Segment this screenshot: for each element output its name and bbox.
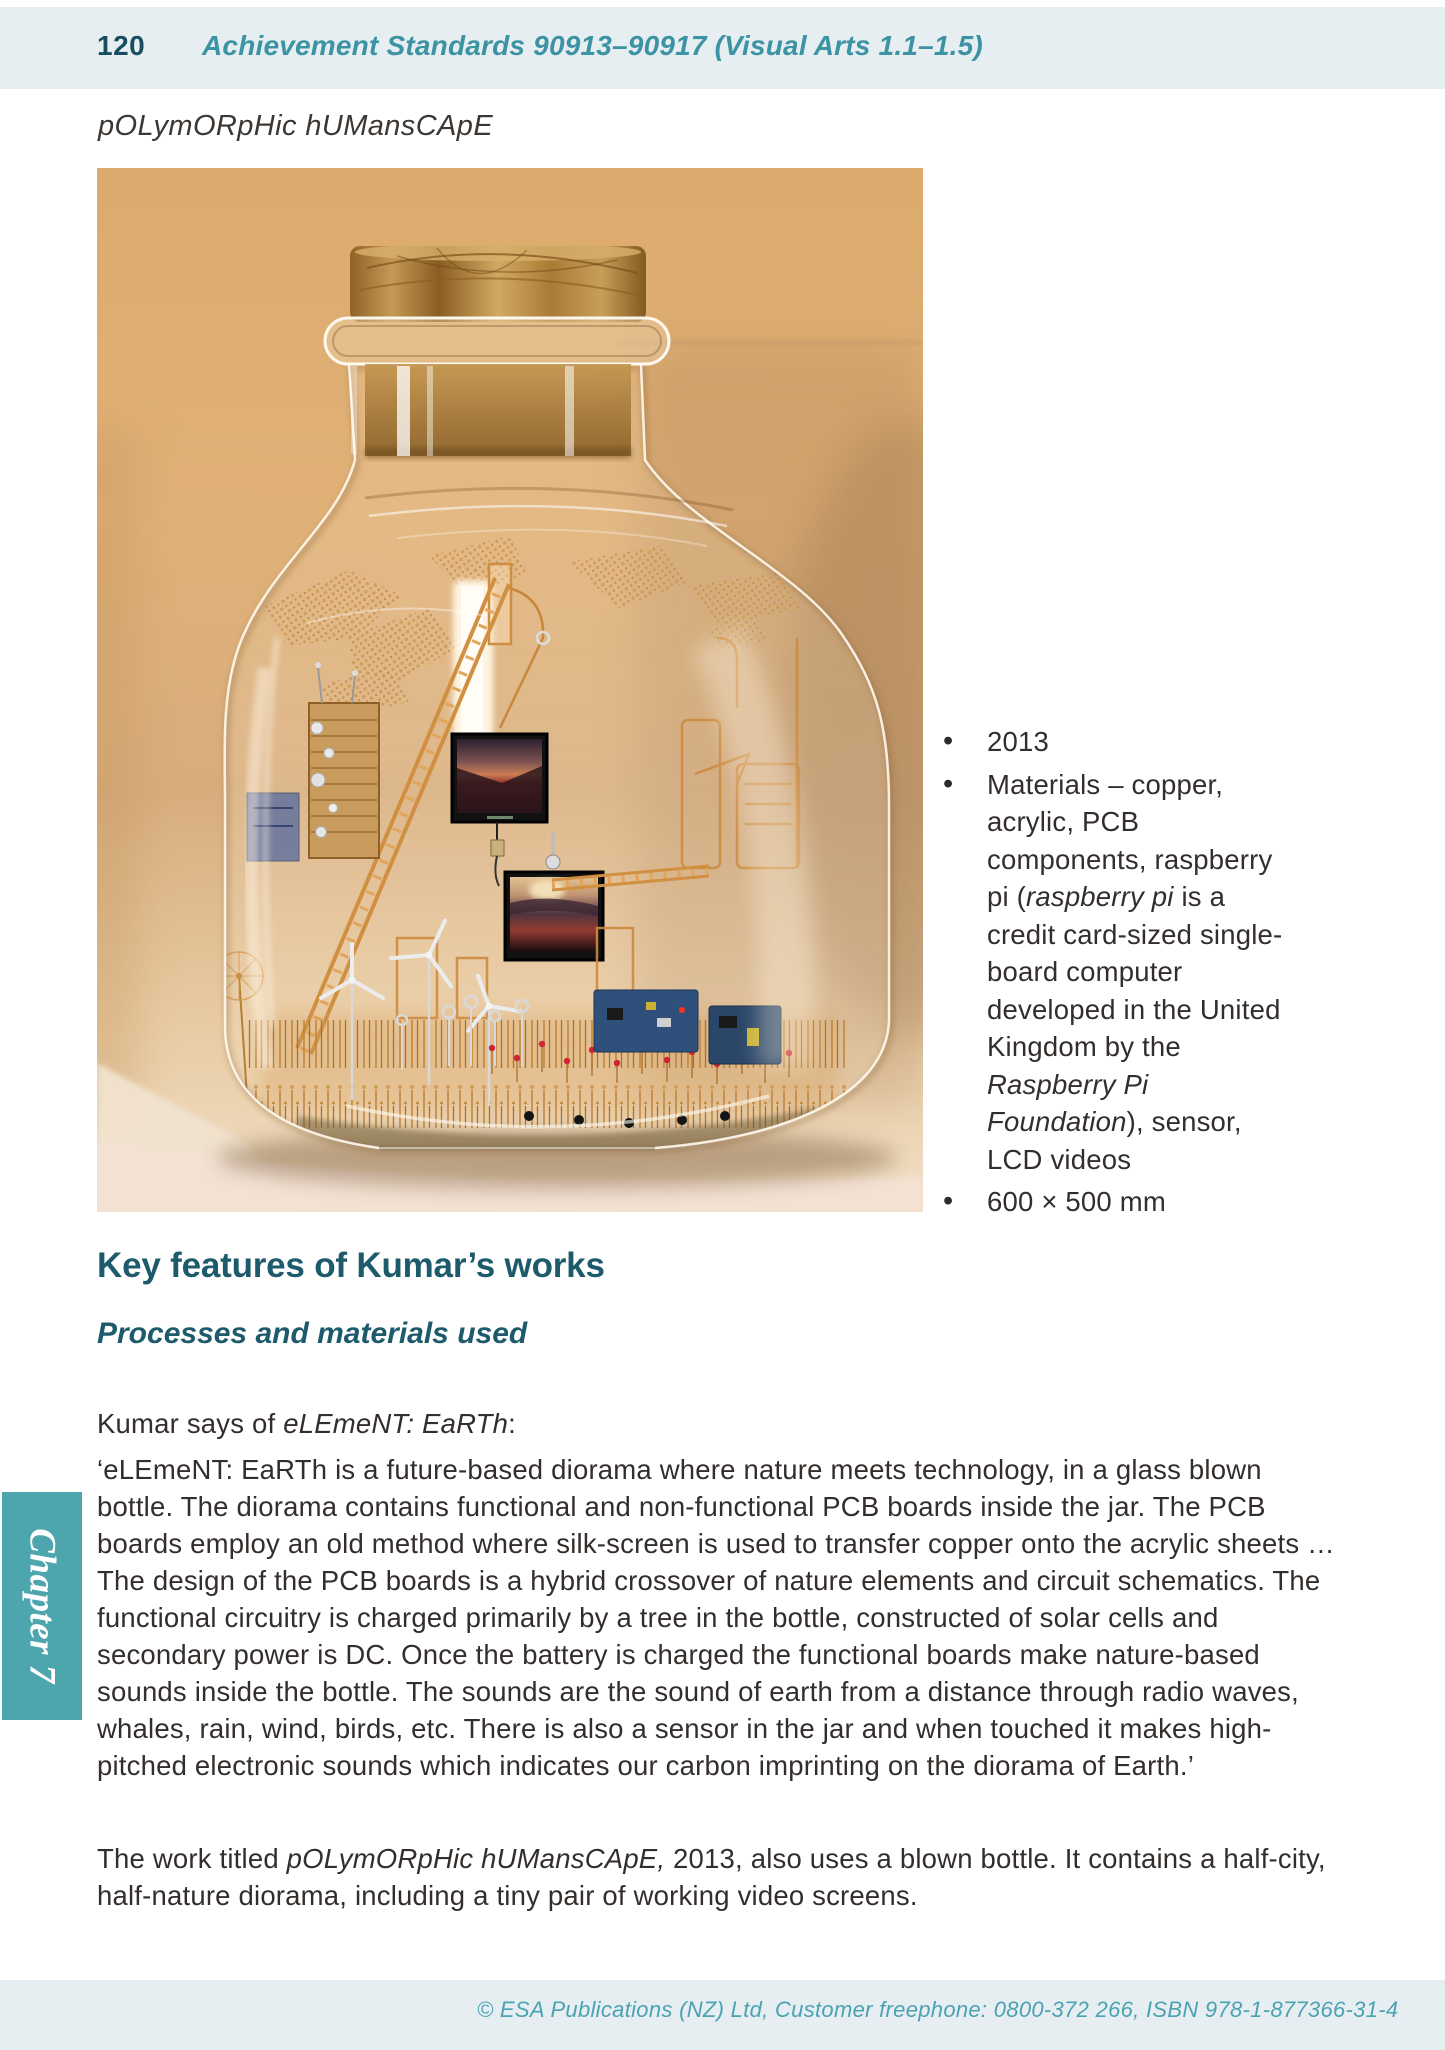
text-run: is a credit card-sized single-board computer developed in the United Kingdom by the	[987, 881, 1283, 1062]
italic-text-run: pOLymORpHic hUMansCApE,	[286, 1842, 666, 1874]
artwork-detail-item	[943, 723, 1295, 761]
intro-line	[97, 1405, 1342, 1442]
italic-text-run: eLEmeNT: EaRTh	[283, 1407, 509, 1439]
artist-quote: ‘eLEmeNT: EaRTh is a future-based diorama where nature meets technology, in a glass blown bottle. The diorama contains functional and non-functional PCB boards inside the jar. The PCB boards employ an old method where silk-screen is used to transfer copper onto the acrylic sheets … The design of the PCB boards is a hybrid crossover of nature elements and circuit schematics. The functional circuitry is charged primarily by a tree in the bottle, constructed of solar cells and secondary power is DC. Once the battery is charged the functional boards make nature-based sounds inside the bottle. The sounds are the sound of earth from a distance through radio waves, whales, rain, wind, birds, etc. There is also a sensor in the jar and when touched it makes high-pitched electronic sounds which indicates our carbon imprinting on the diorama of Earth.’	[97, 1453, 1335, 1781]
text-run: :	[508, 1407, 516, 1439]
section-heading: Key features of Kumar’s works	[97, 1246, 605, 1285]
header-title: Achievement Standards 90913–90917 (Visual Arts 1.1–1.5)	[202, 30, 983, 61]
chapter-tab-label: Chapter 7	[21, 1528, 63, 1684]
bottle-diorama-illustration	[97, 168, 923, 1212]
text-run: Materials – copper, acrylic, PCB components, raspberry pi (	[987, 768, 1273, 912]
section-subheading: Processes and materials used	[97, 1317, 528, 1350]
page-number: 120	[97, 30, 146, 61]
closing-paragraph	[97, 1840, 1342, 1914]
wooden-cork	[350, 243, 646, 322]
chapter-tab	[2, 1492, 82, 1720]
artwork-caption: pOLymORpHic hUMansCApE	[98, 110, 494, 142]
artwork-photo	[97, 168, 923, 1212]
artwork-details-list	[943, 723, 1295, 1226]
footer-imprint: © ESA Publications (NZ) Ltd, Customer freephone: 0800-372 266, ISBN 978-1-877366-31-4	[477, 1997, 1399, 2022]
jar-rim	[325, 318, 669, 364]
text-run: Kumar says of	[97, 1407, 284, 1439]
text-run: 2013	[987, 726, 1049, 757]
italic-text-run: raspberry pi	[1026, 881, 1174, 912]
text-run: 600 × 500 mm	[987, 1186, 1166, 1217]
artwork-detail-item	[943, 1183, 1295, 1221]
text-run: The work titled	[97, 1842, 287, 1874]
text-run: 2013, also uses a blown bottle. It contains a half-city, half-nature diorama, including a tiny pair of working video screens.	[97, 1842, 1326, 1911]
text-run: ), sensor, LCD videos	[987, 1106, 1242, 1175]
artwork-detail-item	[943, 766, 1295, 1179]
cork-inside-neck	[351, 364, 631, 458]
italic-text-run: Raspberry Pi Foundation	[987, 1068, 1149, 1137]
